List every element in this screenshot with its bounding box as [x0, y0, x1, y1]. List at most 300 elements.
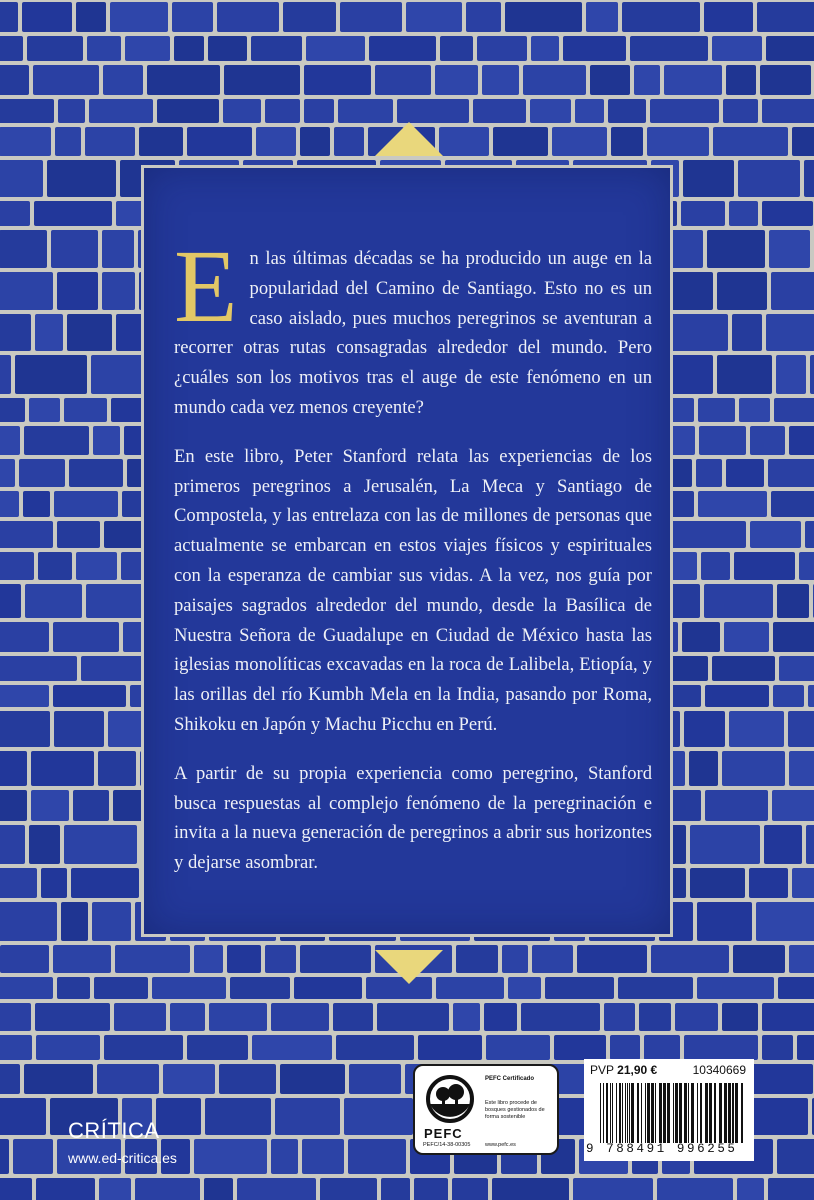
- barcode-bar: [610, 1083, 611, 1143]
- reference-number: 10340669: [692, 1063, 746, 1077]
- barcode-bar: [691, 1083, 694, 1143]
- mosaic-tile: [0, 584, 21, 618]
- mosaic-tile: [0, 272, 53, 310]
- barcode-bar: [647, 1083, 650, 1143]
- mosaic-tile: [779, 656, 814, 681]
- mosaic-tile: [717, 272, 767, 310]
- mosaic-tile: [54, 491, 118, 517]
- mosaic-tile: [704, 2, 753, 32]
- mosaic-tile: [57, 272, 98, 310]
- mosaic-tile: [734, 552, 795, 580]
- mosaic-tile: [0, 355, 11, 394]
- barcode-bar: [709, 1083, 712, 1143]
- barcode-bar: [641, 1083, 642, 1143]
- mosaic-tile: [681, 201, 725, 226]
- mosaic-tile: [722, 751, 785, 786]
- mosaic-tile: [704, 584, 773, 618]
- mosaic-tile: [690, 825, 760, 864]
- mosaic-tile: [0, 825, 25, 864]
- mosaic-tile: [530, 99, 571, 123]
- blurb-paragraph-2: En este libro, Peter Stanford relata las experiencias de los primeros peregrinos a Jerusalén, La Meca y Santiago de Compostela, y las entrelaza con las de millones de personas que actualmente se embarcan en estos viajes físicos y espirituales con la esperanza de cambiar sus vidas. A la vez, nos guía por paisajes sagrados alrededor del mundo, desde la Basílica de Nuestra Señora de Guadalupe en Ciudad de México hasta las iglesias monolíticas excavadas en la roca de Lalibela, Etiopía, y las orillas del río Kumbh Mela en la India, pasando por Roma, Shikoku en Japón y Machu Picchu en Perú.: [174, 445, 652, 735]
- mosaic-tile: [76, 2, 106, 32]
- mosaic-tile: [0, 1139, 9, 1174]
- mosaic-tile: [35, 1003, 110, 1031]
- mosaic-tile: [664, 65, 722, 95]
- mosaic-tile: [482, 65, 519, 95]
- mosaic-tile: [0, 99, 54, 123]
- mosaic-tile: [187, 1035, 248, 1060]
- mosaic-tile: [804, 160, 814, 197]
- mosaic-tile: [573, 1178, 653, 1200]
- mosaic-tile: [698, 491, 767, 517]
- mosaic-tile: [97, 1064, 159, 1094]
- mosaic-tile: [0, 2, 18, 32]
- mosaic-tile: [762, 99, 814, 123]
- mosaic-tile: [722, 1003, 758, 1031]
- mosaic-tile: [302, 1139, 344, 1174]
- mosaic-tile: [789, 426, 814, 455]
- isbn-barcode: [598, 1083, 748, 1143]
- mosaic-tile: [36, 1035, 100, 1060]
- pefc-tree-icon: [425, 1074, 475, 1124]
- mosaic-tile: [453, 1003, 480, 1031]
- pefc-web: www.pefc.es: [485, 1142, 516, 1148]
- mosaic-tile: [726, 65, 756, 95]
- mosaic-tile: [208, 36, 247, 61]
- mosaic-tile: [554, 1035, 606, 1060]
- mosaic-tile: [805, 521, 814, 548]
- mosaic-tile: [808, 685, 814, 707]
- barcode-bar: [719, 1083, 722, 1143]
- mosaic-tile: [712, 656, 775, 681]
- publisher-url[interactable]: www.ed-critica.es: [68, 1150, 177, 1166]
- mosaic-tile: [563, 36, 626, 61]
- mosaic-tile: [777, 1139, 814, 1174]
- mosaic-tile: [436, 977, 504, 999]
- barcode-bar: [700, 1083, 702, 1143]
- mosaic-tile: [0, 426, 20, 455]
- mosaic-tile: [774, 398, 814, 422]
- gold-triangle-bottom: [375, 950, 443, 984]
- mosaic-tile: [683, 160, 734, 197]
- mosaic-tile: [406, 2, 462, 32]
- mosaic-tile: [737, 1178, 764, 1200]
- mosaic-tile: [209, 1003, 267, 1031]
- mosaic-tile: [224, 65, 300, 95]
- mosaic-tile: [650, 99, 719, 123]
- mosaic-tile: [25, 584, 82, 618]
- mosaic-tile: [19, 459, 65, 487]
- mosaic-tile: [0, 160, 43, 197]
- mosaic-tile: [586, 2, 618, 32]
- mosaic-tile: [157, 99, 219, 123]
- mosaic-tile: [265, 945, 296, 973]
- mosaic-tile: [545, 977, 614, 999]
- mosaic-tile: [0, 65, 29, 95]
- mosaic-tile: [0, 127, 51, 156]
- mosaic-tile: [29, 398, 60, 422]
- mosaic-tile: [756, 902, 814, 941]
- mosaic-tile: [666, 521, 746, 548]
- mosaic-tile: [110, 2, 168, 32]
- mosaic-tile: [477, 36, 527, 61]
- barcode-bar: [697, 1083, 698, 1143]
- mosaic-tile: [294, 977, 362, 999]
- mosaic-tile: [473, 99, 526, 123]
- mosaic-tile: [768, 459, 814, 487]
- mosaic-tile: [724, 622, 769, 652]
- mosaic-tile: [768, 1178, 814, 1200]
- mosaic-tile: [705, 685, 769, 707]
- mosaic-tile: [777, 584, 809, 618]
- mosaic-tile: [0, 459, 15, 487]
- barcode-bar: [629, 1083, 630, 1143]
- mosaic-tile: [764, 825, 802, 864]
- barcode-bar: [724, 1083, 727, 1143]
- mosaic-tile: [486, 1035, 550, 1060]
- mosaic-tile: [639, 1003, 671, 1031]
- mosaic-tile: [622, 2, 700, 32]
- mosaic-tile: [0, 868, 37, 898]
- mosaic-tile: [0, 314, 31, 351]
- barcode-bar: [679, 1083, 682, 1143]
- mosaic-tile: [47, 160, 116, 197]
- mosaic-tile: [0, 751, 27, 786]
- mosaic-tile: [27, 36, 83, 61]
- barcode-bar: [612, 1083, 613, 1143]
- barcode-bar: [714, 1083, 716, 1143]
- mosaic-tile: [51, 230, 98, 268]
- mosaic-tile: [85, 127, 135, 156]
- mosaic-tile: [304, 99, 334, 123]
- mosaic-tile: [0, 622, 49, 652]
- mosaic-tile: [682, 622, 720, 652]
- mosaic-tile: [611, 127, 643, 156]
- mosaic-tile: [644, 1035, 680, 1060]
- mosaic-tile: [657, 1178, 733, 1200]
- mosaic-tile: [320, 1178, 377, 1200]
- mosaic-tile: [440, 36, 473, 61]
- mosaic-tile: [219, 1064, 276, 1094]
- mosaic-tile: [58, 99, 85, 123]
- mosaic-tile: [71, 868, 139, 898]
- mosaic-tile: [41, 868, 67, 898]
- mosaic-tile: [701, 552, 730, 580]
- mosaic-tile: [531, 36, 559, 61]
- mosaic-tile: [492, 1178, 569, 1200]
- barcode-bar: [631, 1083, 634, 1143]
- mosaic-tile: [61, 902, 88, 941]
- mosaic-tile: [788, 711, 814, 747]
- pefc-code: PEFC/14-38-00305: [423, 1142, 471, 1148]
- mosaic-tile: [713, 127, 788, 156]
- mosaic-tile: [205, 1098, 271, 1135]
- mosaic-tile: [0, 1178, 32, 1200]
- mosaic-tile: [271, 1139, 298, 1174]
- barcode-bar: [603, 1083, 604, 1143]
- mosaic-tile: [54, 711, 104, 747]
- mosaic-tile: [717, 355, 772, 394]
- mosaic-tile: [705, 790, 768, 821]
- mosaic-tile: [375, 65, 431, 95]
- mosaic-tile: [102, 230, 134, 268]
- mosaic-tile: [806, 825, 814, 864]
- mosaic-tile: [776, 355, 806, 394]
- price-row: [590, 1063, 657, 1077]
- mosaic-tile: [0, 1035, 32, 1060]
- mosaic-tile: [750, 426, 785, 455]
- mosaic-tile: [762, 201, 813, 226]
- mosaic-tile: [760, 65, 811, 95]
- barcode-bar: [637, 1083, 639, 1143]
- mosaic-tile: [0, 552, 34, 580]
- mosaic-tile: [69, 459, 123, 487]
- barcode-bar: [616, 1083, 617, 1143]
- mosaic-tile: [502, 945, 528, 973]
- mosaic-tile: [810, 355, 814, 394]
- mosaic-tile: [749, 868, 788, 898]
- mosaic-tile: [283, 2, 336, 32]
- mosaic-tile: [789, 751, 814, 786]
- mosaic-tile: [163, 1064, 215, 1094]
- mosaic-tile: [89, 99, 153, 123]
- mosaic-tile: [38, 552, 72, 580]
- mosaic-tile: [94, 977, 148, 999]
- mosaic-tile: [87, 36, 121, 61]
- mosaic-tile: [147, 65, 220, 95]
- gold-triangle-top: [375, 122, 443, 156]
- mosaic-tile: [521, 1003, 600, 1031]
- blurb-paragraph-1: [174, 229, 652, 423]
- mosaic-tile: [668, 314, 728, 351]
- mosaic-tile: [684, 1035, 758, 1060]
- mosaic-tile: [766, 314, 814, 351]
- blurb-text: [174, 229, 652, 897]
- mosaic-tile: [172, 2, 213, 32]
- mosaic-tile: [0, 1003, 31, 1031]
- mosaic-tile: [466, 2, 501, 32]
- mosaic-tile: [634, 65, 660, 95]
- barcode-bar: [622, 1083, 623, 1143]
- mosaic-tile: [333, 1003, 373, 1031]
- mosaic-tile: [0, 1098, 46, 1135]
- mosaic-tile: [349, 1064, 401, 1094]
- mosaic-tile: [797, 1035, 814, 1060]
- barcode-bar: [651, 1083, 654, 1143]
- mosaic-tile: [93, 426, 120, 455]
- mosaic-tile: [769, 230, 810, 268]
- mosaic-tile: [435, 65, 478, 95]
- mosaic-tile: [280, 1064, 345, 1094]
- mosaic-tile: [187, 127, 252, 156]
- mosaic-tile: [251, 36, 302, 61]
- mosaic-tile: [484, 1003, 517, 1031]
- mosaic-tile: [99, 1178, 131, 1200]
- barcode-bar: [625, 1083, 626, 1143]
- mosaic-tile: [712, 36, 762, 61]
- mosaic-tile: [64, 825, 137, 864]
- mosaic-tile: [493, 127, 548, 156]
- mosaic-tile: [135, 1178, 200, 1200]
- barcode-bar: [667, 1083, 670, 1143]
- mosaic-tile: [377, 1003, 449, 1031]
- mosaic-tile: [0, 790, 27, 821]
- mosaic-tile: [618, 977, 693, 999]
- mosaic-tile: [265, 99, 300, 123]
- mosaic-tile: [152, 977, 226, 999]
- mosaic-tile: [575, 99, 604, 123]
- mosaic-tile: [439, 127, 489, 156]
- mosaic-tile: [217, 2, 279, 32]
- mosaic-tile: [738, 160, 800, 197]
- mosaic-tile: [115, 945, 190, 973]
- blurb-paragraph-3: A partir de su propia experiencia como peregrino, Stanford busca respuestas al complejo fenómeno de la peregrinación e invita a la nueva generación de peregrinos a abrir sus horizontes y dejarse asombrar.: [174, 762, 652, 874]
- mosaic-tile: [381, 1178, 410, 1200]
- mosaic-tile: [675, 1003, 718, 1031]
- mosaic-tile: [670, 230, 703, 268]
- barcode-bar: [627, 1083, 628, 1143]
- pefc-badge: [413, 1064, 559, 1155]
- mosaic-tile: [0, 977, 53, 999]
- mosaic-tile: [771, 272, 814, 310]
- mosaic-tile: [630, 36, 708, 61]
- mosaic-tile: [778, 977, 814, 999]
- mosaic-tile: [608, 99, 646, 123]
- barcode-bar: [735, 1083, 738, 1143]
- publisher-block: [68, 1118, 177, 1166]
- mosaic-tile: [690, 868, 745, 898]
- barcode-bar: [655, 1083, 656, 1143]
- mosaic-tile: [57, 521, 100, 548]
- mosaic-tile: [696, 459, 722, 487]
- mosaic-tile: [590, 65, 630, 95]
- mosaic-tile: [103, 65, 143, 95]
- mosaic-tile: [271, 1003, 329, 1031]
- mosaic-tile: [397, 99, 469, 123]
- pvp-label: PVP: [590, 1063, 614, 1077]
- mosaic-tile: [792, 127, 814, 156]
- pefc-description: Este libro procede de bosques gestionados de forma sostenible: [485, 1100, 545, 1120]
- mosaic-tile: [170, 1003, 205, 1031]
- barcode-bar: [688, 1083, 689, 1143]
- mosaic-tile: [0, 902, 57, 941]
- barcode-bar: [600, 1083, 601, 1143]
- mosaic-tile: [35, 314, 63, 351]
- mosaic-tile: [757, 2, 814, 32]
- mosaic-tile: [0, 201, 30, 226]
- mosaic-tile: [104, 1035, 183, 1060]
- mosaic-tile: [0, 521, 53, 548]
- mosaic-tile: [0, 1064, 20, 1094]
- mosaic-tile: [34, 201, 112, 226]
- price-amount: 21,90 €: [617, 1063, 658, 1077]
- mosaic-tile: [194, 1139, 267, 1174]
- isbn-number: 9 788491 996255: [586, 1142, 738, 1156]
- mosaic-tile: [306, 36, 365, 61]
- mosaic-tile: [55, 127, 81, 156]
- barcode-bar: [728, 1083, 731, 1143]
- mosaic-tile: [64, 398, 107, 422]
- mosaic-tile: [452, 1178, 488, 1200]
- mosaic-tile: [647, 127, 709, 156]
- mosaic-tile: [223, 99, 261, 123]
- mosaic-tile: [773, 685, 804, 707]
- mosaic-tile: [732, 314, 762, 351]
- mosaic-tile: [766, 36, 814, 61]
- mosaic-tile: [669, 584, 700, 618]
- mosaic-tile: [348, 1139, 406, 1174]
- mosaic-tile: [707, 230, 765, 268]
- barcode-bar: [675, 1083, 678, 1143]
- mosaic-tile: [92, 902, 131, 941]
- mosaic-tile: [204, 1178, 233, 1200]
- mosaic-tile: [116, 201, 143, 226]
- mosaic-tile: [102, 272, 135, 310]
- mosaic-tile: [799, 552, 814, 580]
- mosaic-tile: [31, 751, 94, 786]
- mosaic-tile: [336, 1035, 414, 1060]
- mosaic-tile: [0, 685, 49, 707]
- mosaic-tile: [53, 945, 111, 973]
- mosaic-tile: [505, 2, 582, 32]
- mosaic-tile: [699, 426, 746, 455]
- mosaic-tile: [762, 1003, 814, 1031]
- mosaic-tile: [15, 355, 87, 394]
- mosaic-tile: [174, 36, 204, 61]
- mosaic-tile: [237, 1178, 316, 1200]
- barcode-bar: [741, 1083, 743, 1143]
- mosaic-tile: [532, 945, 573, 973]
- mosaic-tile: [739, 398, 770, 422]
- mosaic-tile: [0, 36, 23, 61]
- mosaic-tile: [668, 790, 701, 821]
- mosaic-tile: [0, 711, 50, 747]
- mosaic-tile: [340, 2, 402, 32]
- mosaic-tile: [697, 902, 752, 941]
- mosaic-tile: [729, 201, 758, 226]
- mosaic-tile: [0, 491, 19, 517]
- mosaic-tile: [256, 127, 296, 156]
- mosaic-tile: [792, 868, 814, 898]
- mosaic-tile: [610, 1035, 640, 1060]
- barcode-bar: [645, 1083, 646, 1143]
- pefc-certified: PEFC Certificado: [485, 1076, 535, 1082]
- barcode-bar: [684, 1083, 687, 1143]
- mosaic-tile: [771, 491, 814, 517]
- barcode-bar: [606, 1083, 608, 1143]
- mosaic-tile: [744, 1064, 813, 1094]
- mosaic-tile: [125, 36, 170, 61]
- barcode-box: [584, 1059, 754, 1161]
- mosaic-tile: [24, 1064, 93, 1094]
- mosaic-tile: [300, 127, 330, 156]
- mosaic-tile: [697, 977, 774, 999]
- mosaic-tile: [334, 127, 364, 156]
- mosaic-tile: [772, 790, 814, 821]
- mosaic-tile: [300, 945, 371, 973]
- mosaic-tile: [729, 711, 784, 747]
- mosaic-tile: [76, 552, 117, 580]
- mosaic-tile: [139, 127, 183, 156]
- drop-cap: E: [174, 229, 238, 344]
- mosaic-tile: [252, 1035, 332, 1060]
- mosaic-tile: [0, 230, 47, 268]
- mosaic-tile: [114, 1003, 166, 1031]
- mosaic-tile: [762, 1035, 793, 1060]
- mosaic-tile: [53, 622, 119, 652]
- barcode-bar: [732, 1083, 734, 1143]
- mosaic-tile: [723, 99, 758, 123]
